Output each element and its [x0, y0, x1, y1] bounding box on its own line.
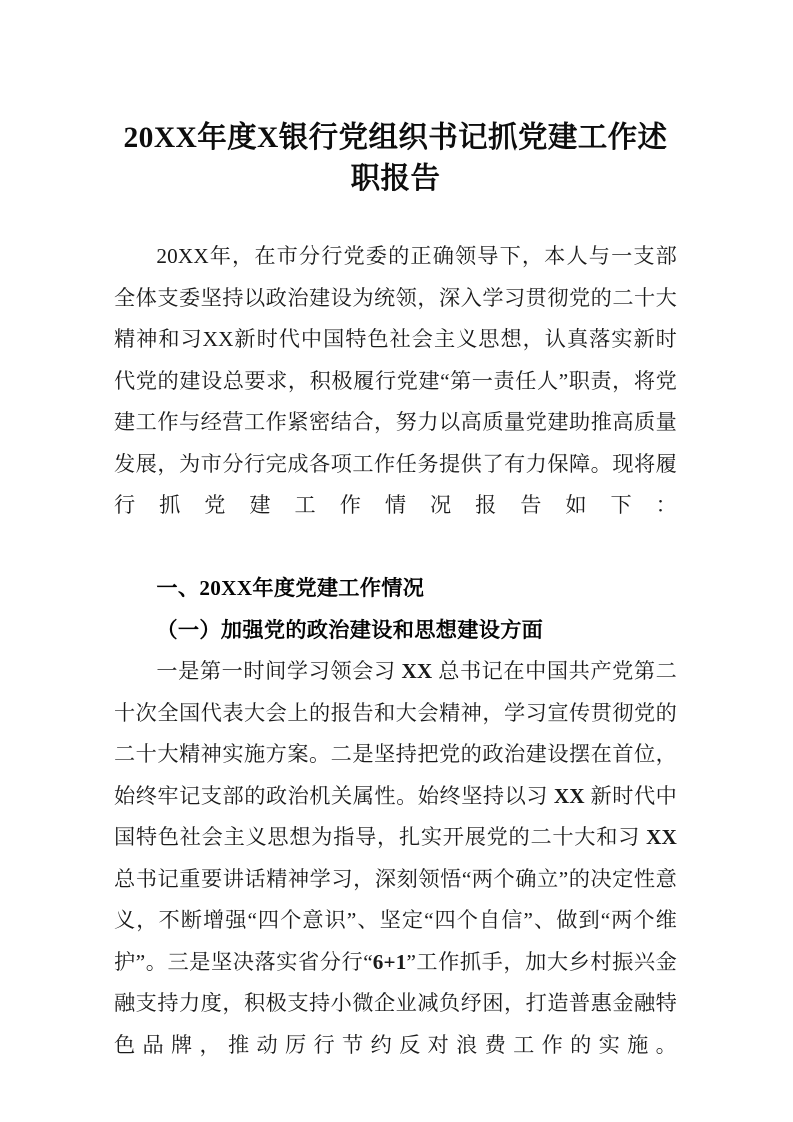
body-text: 总书记重要讲话精神学习，深刻领悟“两个确立”的决定性意义，不断增强“四个意识”、坚定“四个自信”、做到“两个维护”。三是坚决落实省分行“	[114, 866, 677, 974]
title-spacer	[114, 200, 677, 236]
emphasis-text: XX	[553, 783, 585, 808]
body-text: 总书记在中国共产党第二十次全国代表大会上的报告和大会精神，学习宣传贯彻党的二十大精神实施方案。二是坚持把党的政治建设摆在首位，始终牢记支部的政治机关属性。始终坚持以习	[114, 659, 677, 808]
opening-paragraph: 20XX年，在市分行党委的正确领导下，本人与一支部全体支委坚持以政治建设为统领，深入学习贯彻党的二十大精神和习XX新时代中国特色社会主义思想，认真落实新时代党的建设总要求，积极履行党建“第一责任人”职责，将党建工作与经营工作紧密结合，努力以高质量党建助推高质量发展，为市分行完成各项工作任务提供了有力保障。现将履行抓党建工作情况报告如下：	[114, 244, 677, 517]
body-text: ”工作抓手，加大乡村振兴金融支持力度，积极支持小微企业减负纾困，打造普惠金融特色品牌，推动厉行节约反对浪费工作的实施。	[114, 949, 677, 1057]
page-title-line-1: 20XX年度X银行党组织书记抓党建工作述	[123, 122, 668, 154]
emphasis-text: 6+1	[372, 949, 407, 974]
body-text: 一是第一时间学习领会习	[156, 659, 402, 683]
page-title-line-2: 职报告	[350, 163, 441, 195]
page-title	[114, 118, 677, 200]
body-paragraph-1-1	[114, 651, 677, 1108]
body-text: 新时代中国特色社会主义思想为指导，扎实开展党的二十大和习	[114, 783, 677, 849]
subsection-heading-1-1: （一）加强党的政治建设和思想建设方面	[156, 617, 544, 642]
section-heading-1: 一、20XX年度党建工作情况	[156, 576, 425, 600]
document-content	[114, 118, 677, 1108]
emphasis-text: XX	[401, 659, 433, 683]
emphasis-text: XX	[646, 825, 677, 849]
